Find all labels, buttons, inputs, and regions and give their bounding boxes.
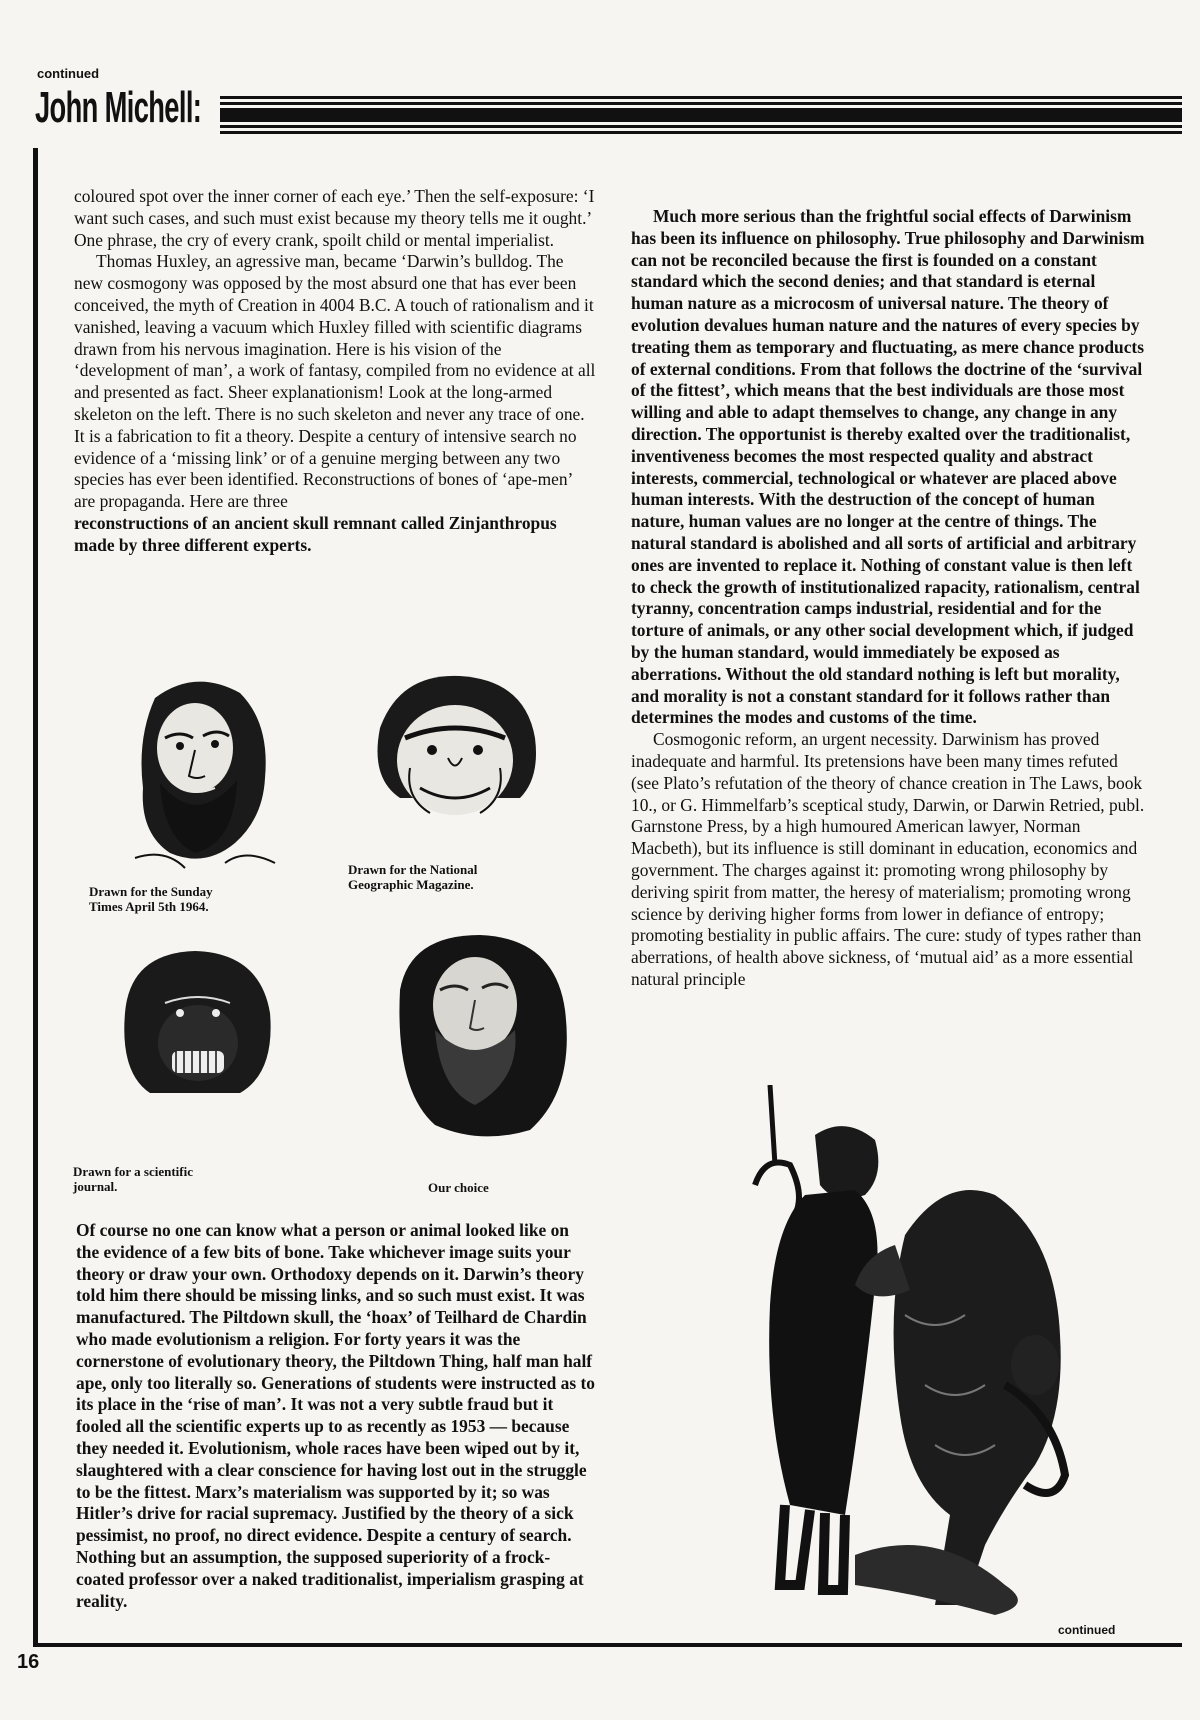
right-column (631, 206, 1147, 991)
paragraph-bold: Much more serious than the frightful social effects of Darwinism has been its influence on philosophy. True philosophy and Darwinism can not be reconciled because the first is founded on a constant standard which the second denies; and that standard is eternal human nature as a microcosm of universal nature. The theory of evolution devalues human nature and the natures of every species by treating them as temporary and fluctuating, as mere chance products of external conditions. From that follows the doctrine of the ‘survival of the fittest’, which means that the best individuals are those most willing and able to adapt themselves to change, any change in any direction. The opportunist is thereby exalted over the traditionalist, inventiveness becomes the most respected quality and abstract interests, commercial, technological or whatever are placed above human interests. With the destruction of the concept of human nature, human values are no longer at the centre of things. The natural standard is abolished and all sorts of artificial and arbitrary ones are invented to replace it. Nothing of constant value is then left to check the growth of institutionalized rapacity, rationalism, central tyranny, concentration camps industrial, residential and for the torture of animals, or any other social development which, if judged by the human standard, would immediately be exposed as aberrations. Without the old standard nothing is left but morality, and morality is not a constant standard for it follows rather than determines the modes and customs of the time. (631, 206, 1145, 728)
illustration-bearded-portrait (380, 930, 575, 1140)
caption-national-geographic: Drawn for the National Geographic Magazine. (348, 862, 478, 892)
article-author-title: John Michell: (35, 83, 202, 132)
illustration-bearded-man-head (125, 668, 280, 878)
bottom-rule (33, 1643, 1182, 1647)
paragraph: Of course no one can know what a person or animal looked like on the evidence of a few bits of bone. Take whichever image suits your theory or draw your own. Orthodoxy depends on it. Darwin’s theory told him there should be missing links, and so such must exist. It was manufactured. The Piltdown skull, the ‘hoax’ of Teilhard de Chardin who made evolutionism a religion. For forty years it was the cornerstone of evolutionary theory, the Piltdown Thing, half man half ape, only too literally so. Generations of students were instructed as to its place in the ‘rise of man’. It was not a very subtle fraud but it fooled all the scientific experts up to as recently as 1953 — because they needed it. Evolutionism, whole races have been wiped out by it, slaughtered with a clear conscience for having lost out in the struggle to be the fittest. Marx’s materialism was supported by it; so was Hitler’s drive for racial supremacy. Justified by the theory of a sick pessimist, no proof, no direct evidence. Despite a century of search. Nothing but an assumption, the supposed superiority of a frock-coated professor over a naked traditionalist, imperialism grasping at reality. (76, 1220, 595, 1611)
illustration-snarling-ape (110, 943, 285, 1108)
paragraph-bold: reconstructions of an ancient skull remnant called Zinjanthropus made by three different experts. (74, 512, 557, 555)
caption-sunday-times: Drawn for the Sunday Times April 5th 1964. (89, 884, 213, 914)
left-border-bar (33, 148, 38, 1646)
caption-our-choice: Our choice (428, 1180, 489, 1195)
header-rules (220, 96, 1182, 138)
page-number: 16 (17, 1651, 40, 1673)
continued-footer: continued (1058, 1623, 1116, 1637)
left-column-bottom (76, 1220, 596, 1612)
caption-scientific-journal: Drawn for a scientific journal. (73, 1164, 193, 1194)
illustration-ape-head (360, 668, 550, 833)
paragraph: coloured spot over the inner corner of each eye.’ Then the self-exposure: ‘I want such cases, and such must exist because my theory tells me it ought.’ One phrase, the cry of every crank, spoilt child or mental imperialist. (74, 186, 595, 250)
continued-kicker: continued (37, 66, 100, 81)
illustration-professor-and-ape-man (735, 1085, 1115, 1625)
paragraph: Cosmogonic reform, an urgent necessity. Darwinism has proved inadequate and harmful. Its pretensions have been many times refuted (see Plato’s refutation of the theory of chance creation in The Laws, book 10., or G. Himmelfarb’s sceptical study, Darwin, or Darwin Retried, publ. Garnstone Press, by a high humoured American lawyer, Norman Macbeth), but its influence is still dominant in education, economics and government. The charges against it: promoting wrong philosophy by deriving spirit from matter, the heresy of materialism; promoting wrong science by deriving higher forms from lower in defiance of entropy; promoting bestiality in public affairs. The cure: study of types rather than aberrations, of health above sickness, of ‘mutual aid’ as a more essential natural principle (631, 729, 1145, 989)
paragraph: Thomas Huxley, an agressive man, became ‘Darwin’s bulldog. The new cosmogony was opposed by the most absurd one that has ever been conceived, the myth of Creation in 4004 B.C. A touch of rationalism and it vanished, leaving a vacuum which Huxley filled with scientific diagrams drawn from his nervous imagination. Here is his vision of the ‘development of man’, a work of fantasy, compiled from no evidence at all and presented as fact. Sheer explanationism! Look at the long-armed skeleton on the left. There is no such skeleton and never any trace of one. It is a fabrication to fit a theory. Despite a century of intensive search no evidence of a ‘missing link’ or of a genuine merging between any two species has ever been identified. Reconstructions of bones of ‘ape-men’ are propaganda. Here are three (74, 251, 596, 512)
left-column-top (74, 186, 596, 557)
